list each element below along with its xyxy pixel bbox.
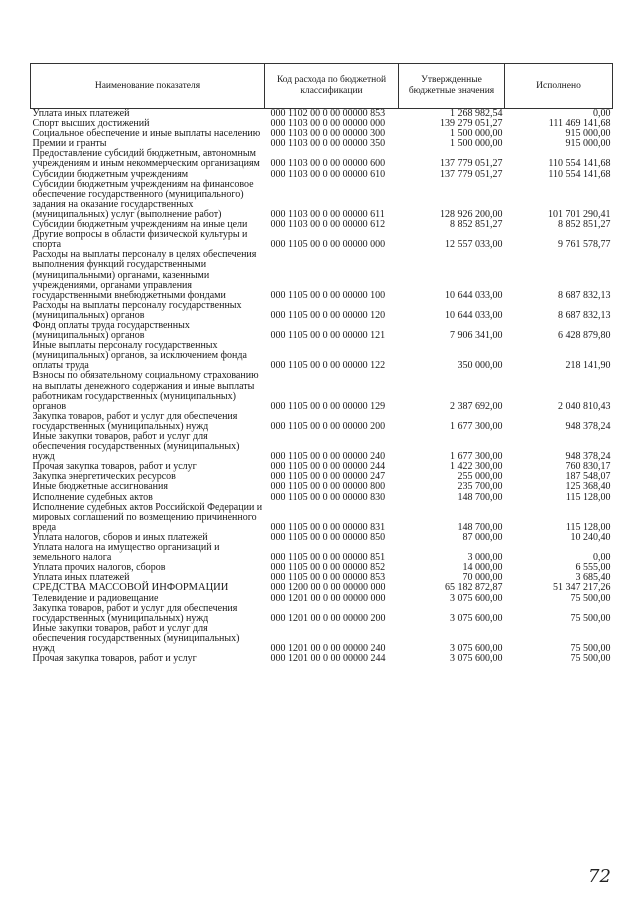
table-row (31, 149, 613, 169)
row-approved-cell: 148 700,00 (457, 521, 503, 533)
row-executed-cell: 111 469 141,68 (548, 118, 611, 130)
row-executed-cell: 10 240,40 (570, 531, 611, 543)
row-code-cell: 000 1105 00 0 00 00000 247 (270, 471, 386, 483)
row-approved-cell: 10 644 033,00 (445, 289, 503, 301)
row-approved-cell: 1 500 000,00 (450, 138, 503, 150)
row-executed-cell: 2 040 810,43 (558, 400, 611, 412)
table-row (31, 371, 613, 411)
row-approved-cell: 65 182 872,87 (445, 582, 503, 594)
row-executed-cell: 75 500,00 (570, 612, 611, 624)
row-executed-cell: 75 500,00 (570, 642, 611, 654)
row-approved-cell: 87 000,00 (462, 531, 503, 543)
row-name-cell: Взносы по обязательному социальному страхованию на выплаты денежного содержания и иные выплаты работникам государственных (муниципальных) органов (32, 370, 259, 412)
row-code-cell: 000 1105 00 0 00 00000 121 (270, 330, 386, 342)
row-code-cell: 000 1105 00 0 00 00000 831 (270, 521, 386, 533)
row-name-cell: Уплата налогов, сборов и иных платежей (32, 531, 208, 543)
row-approved-cell: 1 422 300,00 (450, 461, 503, 473)
table-row (31, 321, 613, 341)
row-code-cell: 000 1103 00 0 00 00000 600 (270, 158, 386, 170)
row-approved-cell: 2 387 692,00 (450, 400, 503, 412)
row-approved-cell: 3 000,00 (467, 552, 503, 564)
row-executed-cell: 110 554 141,68 (548, 168, 611, 180)
row-approved-cell: 3 075 600,00 (450, 592, 503, 604)
row-executed-cell: 915 000,00 (565, 128, 611, 140)
row-executed-cell: 8 852 851,27 (558, 219, 611, 231)
row-code-cell: 000 1105 00 0 00 00000 000 (270, 239, 386, 251)
table-row (31, 301, 613, 321)
row-name-cell: Предоставление субсидий бюджетным, автономным учреждениям и иным некоммерческим организациям (32, 148, 260, 170)
header-executed: Исполнено (505, 64, 613, 109)
row-approved-cell: 1 677 300,00 (450, 451, 503, 463)
row-code-cell: 000 1105 00 0 00 00000 120 (270, 309, 386, 321)
table-row (31, 624, 613, 654)
row-executed-cell: 51 347 217,26 (553, 582, 611, 594)
row-code-cell: 000 1105 00 0 00 00000 800 (270, 481, 386, 493)
row-code-cell: 000 1201 00 0 00 00000 244 (270, 653, 386, 665)
row-name-cell: Спорт высших достижений (32, 118, 150, 130)
table-row (31, 341, 613, 371)
row-approved-cell: 3 075 600,00 (450, 653, 503, 665)
row-executed-cell: 6 555,00 (575, 562, 611, 574)
row-approved-cell: 1 268 982,54 (450, 108, 503, 119)
table-row (31, 250, 613, 300)
row-name-cell: Субсидии бюджетным учреждениям на финансовое обеспечение государственного (муниципального) задания на оказание государственных (муниципальных) услуг (выполнение работ) (32, 178, 254, 220)
row-code-cell: 000 1103 00 0 00 00000 300 (270, 128, 386, 140)
row-code-cell: 000 1201 00 0 00 00000 200 (270, 612, 386, 624)
row-executed-cell: 9 761 578,77 (558, 239, 611, 251)
row-code-cell: 000 1200 00 0 00 00000 000 (270, 582, 386, 594)
table-body (31, 109, 613, 665)
page-number: 72 (588, 866, 611, 887)
row-executed-cell: 8 687 832,13 (558, 289, 611, 301)
row-name-cell: Иные закупки товаров, работ и услуг для обеспечения государственных (муниципальных) нужд (32, 431, 240, 463)
row-executed-cell: 948 378,24 (565, 420, 611, 432)
row-approved-cell: 137 779 051,27 (440, 158, 503, 170)
row-code-cell: 000 1102 00 0 00 00000 853 (270, 108, 386, 119)
row-name-cell: Телевидение и радиовещание (32, 592, 159, 604)
row-name-cell: Уплата прочих налогов, сборов (32, 562, 166, 574)
row-code-cell: 000 1105 00 0 00 00000 850 (270, 531, 386, 543)
header-code: Код расхода по бюджетной классификации (265, 64, 399, 109)
row-code-cell: 000 1103 00 0 00 00000 610 (270, 168, 386, 180)
row-name-cell: Субсидии бюджетным учреждениям (32, 168, 189, 180)
header-name: Наименование показателя (31, 64, 265, 109)
row-executed-cell: 125 368,40 (565, 481, 611, 493)
row-code-cell: 000 1105 00 0 00 00000 853 (270, 572, 386, 584)
row-approved-cell: 14 000,00 (462, 562, 503, 574)
row-code-cell: 000 1105 00 0 00 00000 244 (270, 461, 386, 473)
row-executed-cell: 110 554 141,68 (548, 158, 611, 170)
row-executed-cell: 6 428 879,80 (558, 330, 611, 342)
row-name-cell: Расходы на выплаты персоналу государственных (муниципальных) органов (32, 299, 242, 321)
row-approved-cell: 8 852 851,27 (450, 219, 503, 231)
row-executed-cell: 915 000,00 (565, 138, 611, 150)
table-row (31, 180, 613, 220)
row-name-cell: Уплата иных платежей (32, 572, 130, 584)
row-code-cell: 000 1201 00 0 00 00000 240 (270, 642, 386, 654)
row-name-cell: Субсидии бюджетным учреждениям на иные цели (32, 219, 248, 231)
row-approved-cell: 128 926 200,00 (440, 208, 503, 220)
row-executed-cell: 75 500,00 (570, 653, 611, 665)
row-name-cell: Прочая закупка товаров, работ и услуг (32, 461, 197, 473)
row-name-cell: Закупка товаров, работ и услуг для обеспечения государственных (муниципальных) нужд (32, 602, 238, 624)
row-approved-cell: 3 075 600,00 (450, 612, 503, 624)
row-name-cell: Иные бюджетные ассигнования (32, 481, 168, 493)
row-approved-cell: 235 700,00 (457, 481, 503, 493)
row-name-cell: Уплата налога на имущество организаций и земельного налога (32, 542, 220, 564)
row-approved-cell: 137 779 051,27 (440, 168, 503, 180)
row-name-cell: Закупка товаров, работ и услуг для обеспечения государственных (муниципальных) нужд (32, 410, 238, 432)
table-row (31, 583, 613, 593)
row-code-cell: 000 1105 00 0 00 00000 851 (270, 552, 386, 564)
row-executed-cell: 115 128,00 (565, 491, 611, 503)
table-row (31, 604, 613, 624)
row-code-cell: 000 1105 00 0 00 00000 100 (270, 289, 386, 301)
row-approved-cell: 255 000,00 (457, 471, 503, 483)
row-approved-cell: 139 279 051,27 (440, 118, 503, 130)
row-executed-cell: 0,00 (593, 108, 611, 119)
row-approved-cell: 1 677 300,00 (450, 420, 503, 432)
row-name-cell: Другие вопросы в области физической культуры и спорта (32, 229, 248, 251)
table-row (31, 543, 613, 563)
row-code-cell: 000 1103 00 0 00 00000 000 (270, 118, 386, 130)
row-name-cell: Иные закупки товаров, работ и услуг для обеспечения государственных (муниципальных) нужд (32, 622, 240, 654)
row-executed-cell: 101 701 290,41 (548, 208, 611, 220)
row-name-cell: Премии и гранты (32, 138, 107, 150)
row-code-cell: 000 1105 00 0 00 00000 129 (270, 400, 386, 412)
row-approved-cell: 10 644 033,00 (445, 309, 503, 321)
row-name-cell: Фонд оплаты труда государственных (муниципальных) органов (32, 319, 190, 342)
row-approved-cell: 12 557 033,00 (445, 239, 503, 251)
row-code-cell: 000 1103 00 0 00 00000 611 (270, 208, 385, 220)
table-row (31, 432, 613, 462)
header-approved: Утвержденные бюджетные значения (399, 64, 505, 109)
row-executed-cell: 8 687 832,13 (558, 309, 611, 321)
row-executed-cell: 75 500,00 (570, 592, 611, 604)
row-code-cell: 000 1103 00 0 00 00000 612 (270, 219, 386, 231)
row-name-cell: Социальное обеспечение и иные выплаты населению (32, 128, 261, 140)
table-row (31, 654, 613, 664)
row-executed-cell: 3 685,40 (575, 572, 611, 584)
row-approved-cell: 70 000,00 (462, 572, 503, 584)
row-executed-cell: 187 548,07 (565, 471, 611, 483)
row-code-cell: 000 1105 00 0 00 00000 852 (270, 562, 386, 574)
row-name-cell: Прочая закупка товаров, работ и услуг (32, 653, 197, 665)
row-approved-cell: 7 906 341,00 (450, 330, 503, 342)
row-code-cell: 000 1103 00 0 00 00000 350 (270, 138, 386, 150)
row-name-cell: Уплата иных платежей (32, 108, 130, 119)
row-executed-cell: 0,00 (593, 552, 611, 564)
row-code-cell: 000 1105 00 0 00 00000 240 (270, 451, 386, 463)
budget-execution-table (30, 63, 613, 664)
row-approved-cell: 3 075 600,00 (450, 642, 503, 654)
row-name-cell: СРЕДСТВА МАССОВОЙ ИНФОРМАЦИИ (32, 582, 229, 594)
row-name-cell: Иные выплаты персоналу государственных (муниципальных) органов, за исключением фонда оплаты труда (32, 340, 247, 372)
row-name-cell: Закупка энергетических ресурсов (32, 471, 176, 483)
row-approved-cell: 148 700,00 (457, 491, 503, 503)
row-code-cell: 000 1105 00 0 00 00000 830 (270, 491, 386, 503)
table-row (31, 230, 613, 250)
row-name-cell: Расходы на выплаты персоналу в целях обеспечения выполнения функций государственными (муниципальными) органами, казенными учреждениями, органами управления государственными внебюджетными фондами (32, 249, 257, 301)
row-code-cell: 000 1105 00 0 00 00000 200 (270, 420, 386, 432)
row-executed-cell: 948 378,24 (565, 451, 611, 463)
row-name-cell: Исполнение судебных актов Российской Федерации и мировых соглашений по возмещению причиненного вреда (32, 501, 263, 533)
row-code-cell: 000 1201 00 0 00 00000 000 (270, 592, 386, 604)
row-executed-cell: 115 128,00 (565, 521, 611, 533)
table-row (31, 503, 613, 533)
table-header (31, 64, 613, 109)
row-name-cell: Исполнение судебных актов (32, 491, 153, 503)
row-executed-cell: 218 141,90 (565, 360, 611, 372)
row-code-cell: 000 1105 00 0 00 00000 122 (270, 360, 386, 372)
table-row (31, 412, 613, 432)
row-executed-cell: 760 830,17 (565, 461, 611, 473)
row-approved-cell: 1 500 000,00 (450, 128, 503, 140)
row-approved-cell: 350 000,00 (457, 360, 503, 372)
